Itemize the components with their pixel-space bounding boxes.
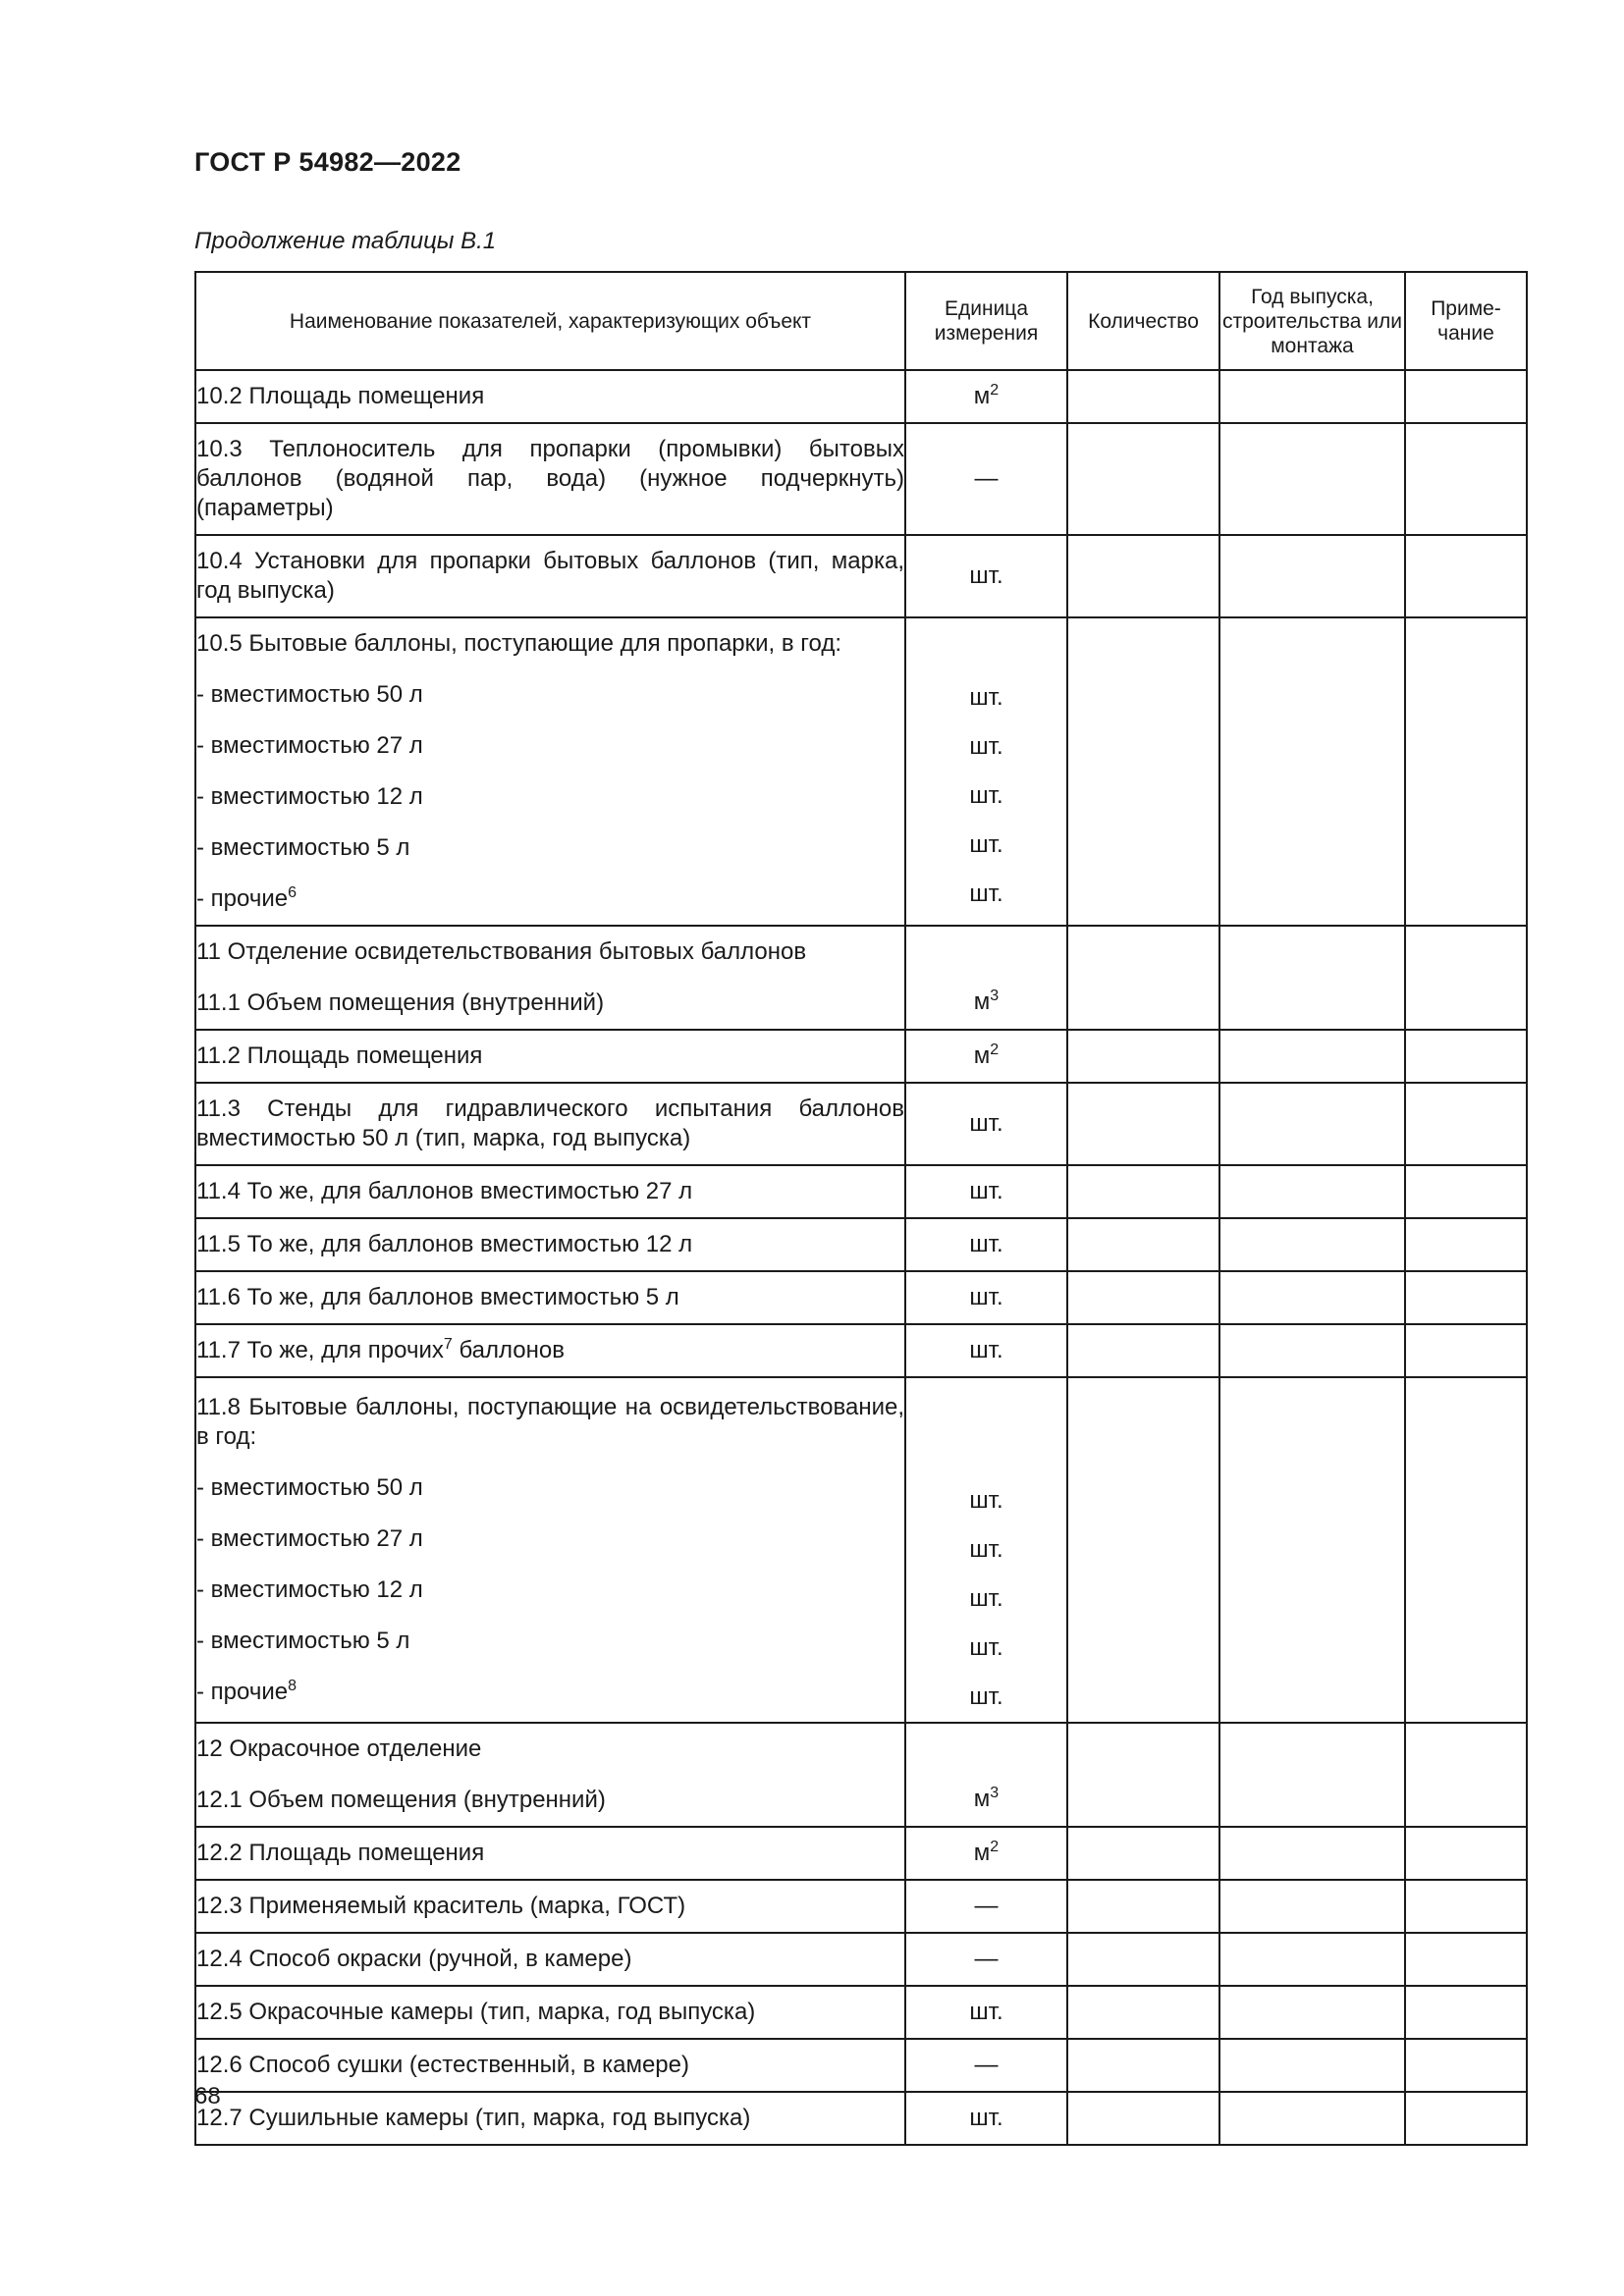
column-header-name: Наименование показателей, характеризующих объект (195, 272, 905, 370)
row-unit: $м^3$ (905, 926, 1067, 1030)
note-cell (1405, 1880, 1527, 1933)
year-cell (1219, 1218, 1405, 1271)
quantity-cell (1067, 1880, 1219, 1933)
row-unit: — (905, 2039, 1067, 2092)
row-name: 11.8 Бытовые баллоны, поступающие на освидетельствование, в год: - вместимостью 50 л - вместимостью 27 л - вместимостью 12 л - вместимостью 5 л - прочие$^8$ (195, 1377, 905, 1723)
row-unit: шт. (905, 1218, 1067, 1271)
year-cell (1219, 1377, 1405, 1723)
note-cell (1405, 1377, 1527, 1723)
table-row (195, 1218, 1527, 1271)
row-unit: шт. (905, 1324, 1067, 1377)
note-cell (1405, 1986, 1527, 2039)
quantity-cell (1067, 617, 1219, 926)
row-unit: $м^2$ (905, 1827, 1067, 1880)
note-cell (1405, 1723, 1527, 1827)
note-cell (1405, 1271, 1527, 1324)
row-unit: шт. шт. шт. шт. шт. (905, 617, 1067, 926)
specification-table (194, 271, 1528, 2146)
row-name: 11.7 То же, для прочих$^7$ баллонов (195, 1324, 905, 1377)
quantity-cell (1067, 535, 1219, 617)
table-row (195, 1083, 1527, 1165)
sub-item: - вместимостью 5 л (196, 834, 410, 861)
table-row (195, 1271, 1527, 1324)
table-row (195, 1880, 1527, 1933)
table-row (195, 1165, 1527, 1218)
note-cell (1405, 535, 1527, 617)
table-row (195, 1723, 1527, 1827)
note-cell (1405, 1933, 1527, 1986)
row-unit: шт. (905, 1083, 1067, 1165)
row-name: 11.6 То же, для баллонов вместимостью 5 л (195, 1271, 905, 1324)
note-cell (1405, 1324, 1527, 1377)
quantity-cell (1067, 1271, 1219, 1324)
table-row (195, 535, 1527, 617)
column-header-year: Год выпуска, строительства или монтажа (1219, 272, 1405, 370)
note-cell (1405, 1165, 1527, 1218)
sub-item: - вместимостью 12 л (196, 1576, 423, 1603)
note-cell (1405, 1827, 1527, 1880)
year-cell (1219, 1723, 1405, 1827)
year-cell (1219, 1083, 1405, 1165)
table-row (195, 1827, 1527, 1880)
table-row (195, 1030, 1527, 1083)
row-name: 11.4 То же, для баллонов вместимостью 27 л (195, 1165, 905, 1218)
table-row (195, 2092, 1527, 2145)
quantity-cell (1067, 1218, 1219, 1271)
sub-item: - вместимостью 50 л (196, 1474, 423, 1501)
row-name: 12.3 Применяемый краситель (марка, ГОСТ) (195, 1880, 905, 1933)
column-header-quantity: Количество (1067, 272, 1219, 370)
table-row (195, 370, 1527, 423)
quantity-cell (1067, 1083, 1219, 1165)
quantity-cell (1067, 926, 1219, 1030)
row-name: 10.2 Площадь помещения (195, 370, 905, 423)
row-unit: $м^3$ (905, 1723, 1067, 1827)
sub-item: - вместимостью 5 л (196, 1628, 410, 1654)
row-name: 12.7 Сушильные камеры (тип, марка, год выпуска) (195, 2092, 905, 2145)
quantity-cell (1067, 1377, 1219, 1723)
row-unit: — (905, 423, 1067, 535)
table-row (195, 1324, 1527, 1377)
row-unit: — (905, 1933, 1067, 1986)
quantity-cell (1067, 1933, 1219, 1986)
quantity-cell (1067, 1827, 1219, 1880)
sub-item: - вместимостью 27 л (196, 732, 423, 759)
year-cell (1219, 423, 1405, 535)
sub-item: - вместимостью 12 л (196, 783, 423, 810)
row-name: 10.3 Теплоноситель для пропарки (промывки) бытовых баллонов (водяной пар, вода) (нужное подчеркнуть) (параметры) (195, 423, 905, 535)
table-row (195, 2039, 1527, 2092)
row-unit: шт. шт. шт. шт. шт. (905, 1377, 1067, 1723)
quantity-cell (1067, 370, 1219, 423)
row-name: 10.4 Установки для пропарки бытовых баллонов (тип, марка, год выпуска) (195, 535, 905, 617)
table-continuation-label: Продолжение таблицы В.1 (194, 228, 497, 254)
row-name: 11.2 Площадь помещения (195, 1030, 905, 1083)
note-cell (1405, 926, 1527, 1030)
note-cell (1405, 370, 1527, 423)
table-row (195, 1377, 1527, 1723)
page-number: 68 (194, 2083, 221, 2109)
note-cell (1405, 617, 1527, 926)
quantity-cell (1067, 1324, 1219, 1377)
column-header-unit: Единица измерения (905, 272, 1067, 370)
row-name: 11.3 Стенды для гидравлического испытания баллонов вместимостью 50 л (тип, марка, год выпуска) (195, 1083, 905, 1165)
row-name: 12.6 Способ сушки (естественный, в камере) (195, 2039, 905, 2092)
year-cell (1219, 1165, 1405, 1218)
year-cell (1219, 1880, 1405, 1933)
year-cell (1219, 2092, 1405, 2145)
row-name: 10.5 Бытовые баллоны, поступающие для пропарки, в год: - вместимостью 50 л - вместимостью 27 л - вместимостью 12 л - вместимостью 5 л - прочие$^6$ (195, 617, 905, 926)
quantity-cell (1067, 1723, 1219, 1827)
row-unit: — (905, 1880, 1067, 1933)
note-cell (1405, 2039, 1527, 2092)
row-name: 12 Окрасочное отделение 12.1 Объем помещения (внутренний) (195, 1723, 905, 1827)
year-cell (1219, 1986, 1405, 2039)
quantity-cell (1067, 2092, 1219, 2145)
row-unit: шт. (905, 2092, 1067, 2145)
quantity-cell (1067, 423, 1219, 535)
quantity-cell (1067, 1986, 1219, 2039)
table-row (195, 617, 1527, 926)
year-cell (1219, 2039, 1405, 2092)
year-cell (1219, 926, 1405, 1030)
sub-item: - вместимостью 27 л (196, 1525, 423, 1552)
table-row (195, 1933, 1527, 1986)
sub-item: - вместимостью 50 л (196, 681, 423, 708)
year-cell (1219, 1030, 1405, 1083)
table-row (195, 423, 1527, 535)
row-unit: шт. (905, 1271, 1067, 1324)
note-cell (1405, 2092, 1527, 2145)
year-cell (1219, 1827, 1405, 1880)
row-name: 11.5 То же, для баллонов вместимостью 12 л (195, 1218, 905, 1271)
note-cell (1405, 1218, 1527, 1271)
row-unit: шт. (905, 1986, 1067, 2039)
quantity-cell (1067, 1165, 1219, 1218)
document-number: ГОСТ Р 54982—2022 (194, 147, 461, 177)
year-cell (1219, 1271, 1405, 1324)
row-unit: шт. (905, 1165, 1067, 1218)
row-name: 12.4 Способ окраски (ручной, в камере) (195, 1933, 905, 1986)
quantity-cell (1067, 2039, 1219, 2092)
row-unit: шт. (905, 535, 1067, 617)
table-row (195, 1986, 1527, 2039)
year-cell (1219, 535, 1405, 617)
year-cell (1219, 370, 1405, 423)
column-header-note: Приме-чание (1405, 272, 1527, 370)
row-name: 12.5 Окрасочные камеры (тип, марка, год выпуска) (195, 1986, 905, 2039)
note-cell (1405, 423, 1527, 535)
sub-item: - прочие$^6$ (196, 884, 297, 912)
sub-item: - прочие$^8$ (196, 1678, 297, 1705)
row-unit: $м^2$ (905, 1030, 1067, 1083)
table-row (195, 926, 1527, 1030)
year-cell (1219, 1933, 1405, 1986)
note-cell (1405, 1030, 1527, 1083)
quantity-cell (1067, 1030, 1219, 1083)
year-cell (1219, 1324, 1405, 1377)
row-name: 11 Отделение освидетельствования бытовых баллонов 11.1 Объем помещения (внутренний) (195, 926, 905, 1030)
year-cell (1219, 617, 1405, 926)
row-name: 12.2 Площадь помещения (195, 1827, 905, 1880)
note-cell (1405, 1083, 1527, 1165)
table-header-row (195, 272, 1527, 370)
row-unit: $м^2$ (905, 370, 1067, 423)
